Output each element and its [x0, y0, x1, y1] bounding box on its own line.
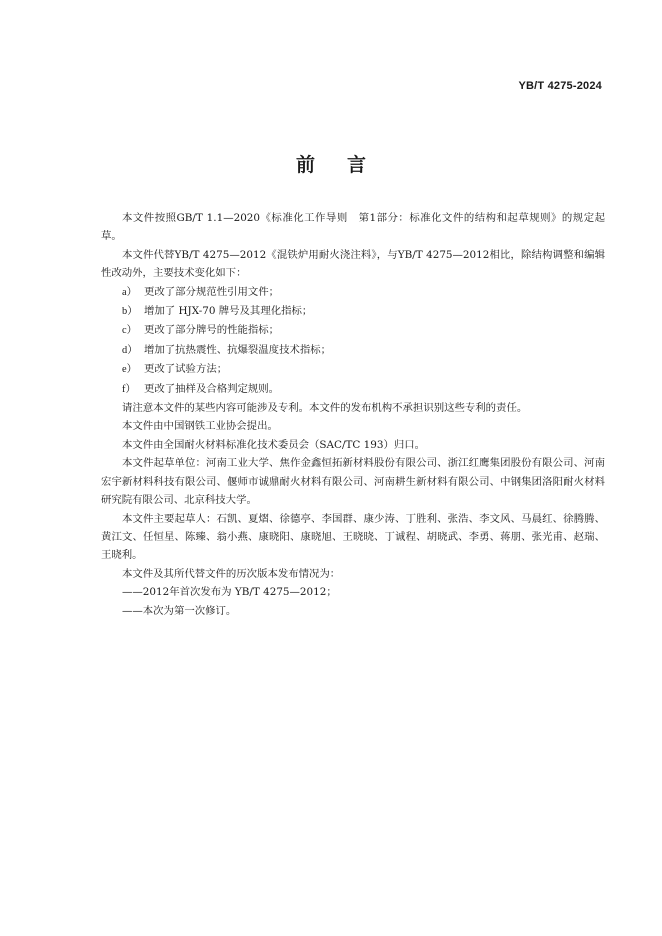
foreword-body	[101, 209, 605, 620]
list-item: e） 更改了试验方法；	[122, 363, 228, 376]
paragraph-committee: 本文件由全国耐火材料标准化技术委员会（SAC/TC 193）归口。	[122, 438, 426, 451]
list-item: f） 更改了抽样及合格判定规则。	[122, 382, 280, 395]
paragraph-replacement: 本文件代替YB/T 4275—2012《混铁炉用耐火浇注料》，与YB/T 4275—2012相比，除结构调整和编辑性改动外，主要技术变化如下：	[101, 248, 605, 280]
paragraph-drafters: 本文件主要起草人：石凯、夏熠、徐德亭、李国群、康少涛、丁胜利、张浩、李文风、马晨红、徐腾腾、黄江文、任恒星、陈臻、翁小燕、康晓阳、康晓旭、王晓晓、丁诚程、胡晓武、李勇、蒋朋、张光甫、赵瑞、王晓利。	[101, 512, 605, 562]
paragraph-patent-notice: 请注意本文件的某些内容可能涉及专利。本文件的发布机构不承担识别这些专利的责任。	[122, 402, 528, 415]
list-item: d） 增加了抗热震性、抗爆裂温度技术指标；	[122, 343, 332, 356]
paragraph-proposer: 本文件由中国钢铁工业协会提出。	[122, 420, 278, 433]
history-item: ——2012年首次发布为 YB/T 4275—2012；	[122, 586, 337, 599]
history-item: ——本次为第一次修订。	[122, 604, 237, 617]
paragraph-drafting-units: 本文件起草单位：河南工业大学、焦作金鑫恒拓新材料股份有限公司、浙江红鹰集团股份有限公司、河南宏宇新材料科技有限公司、偃师市诚鼎耐火材料有限公司、河南耕生新材料有限公司、中钢集团洛阳耐火材料研究院有限公司、北京科技大学。	[101, 457, 605, 507]
changes-list	[101, 283, 605, 399]
page-title: 前言	[295, 154, 398, 176]
list-item: a） 更改了部分规范性引用文件；	[122, 285, 280, 298]
list-item: c） 更改了部分牌号的性能指标；	[122, 324, 280, 337]
paragraph-history-intro: 本文件及其所代替文件的历次版本发布情况为：	[122, 567, 341, 580]
paragraph-drafting-rules: 本文件按照GB/T 1.1—2020《标准化工作导则 第1部分：标准化文件的结构和起草规则》的规定起草。	[101, 212, 605, 243]
document-code: YB/T 4275-2024	[518, 80, 602, 92]
list-item: b） 增加了 HJX-70 牌号及其理化指标；	[122, 305, 313, 318]
